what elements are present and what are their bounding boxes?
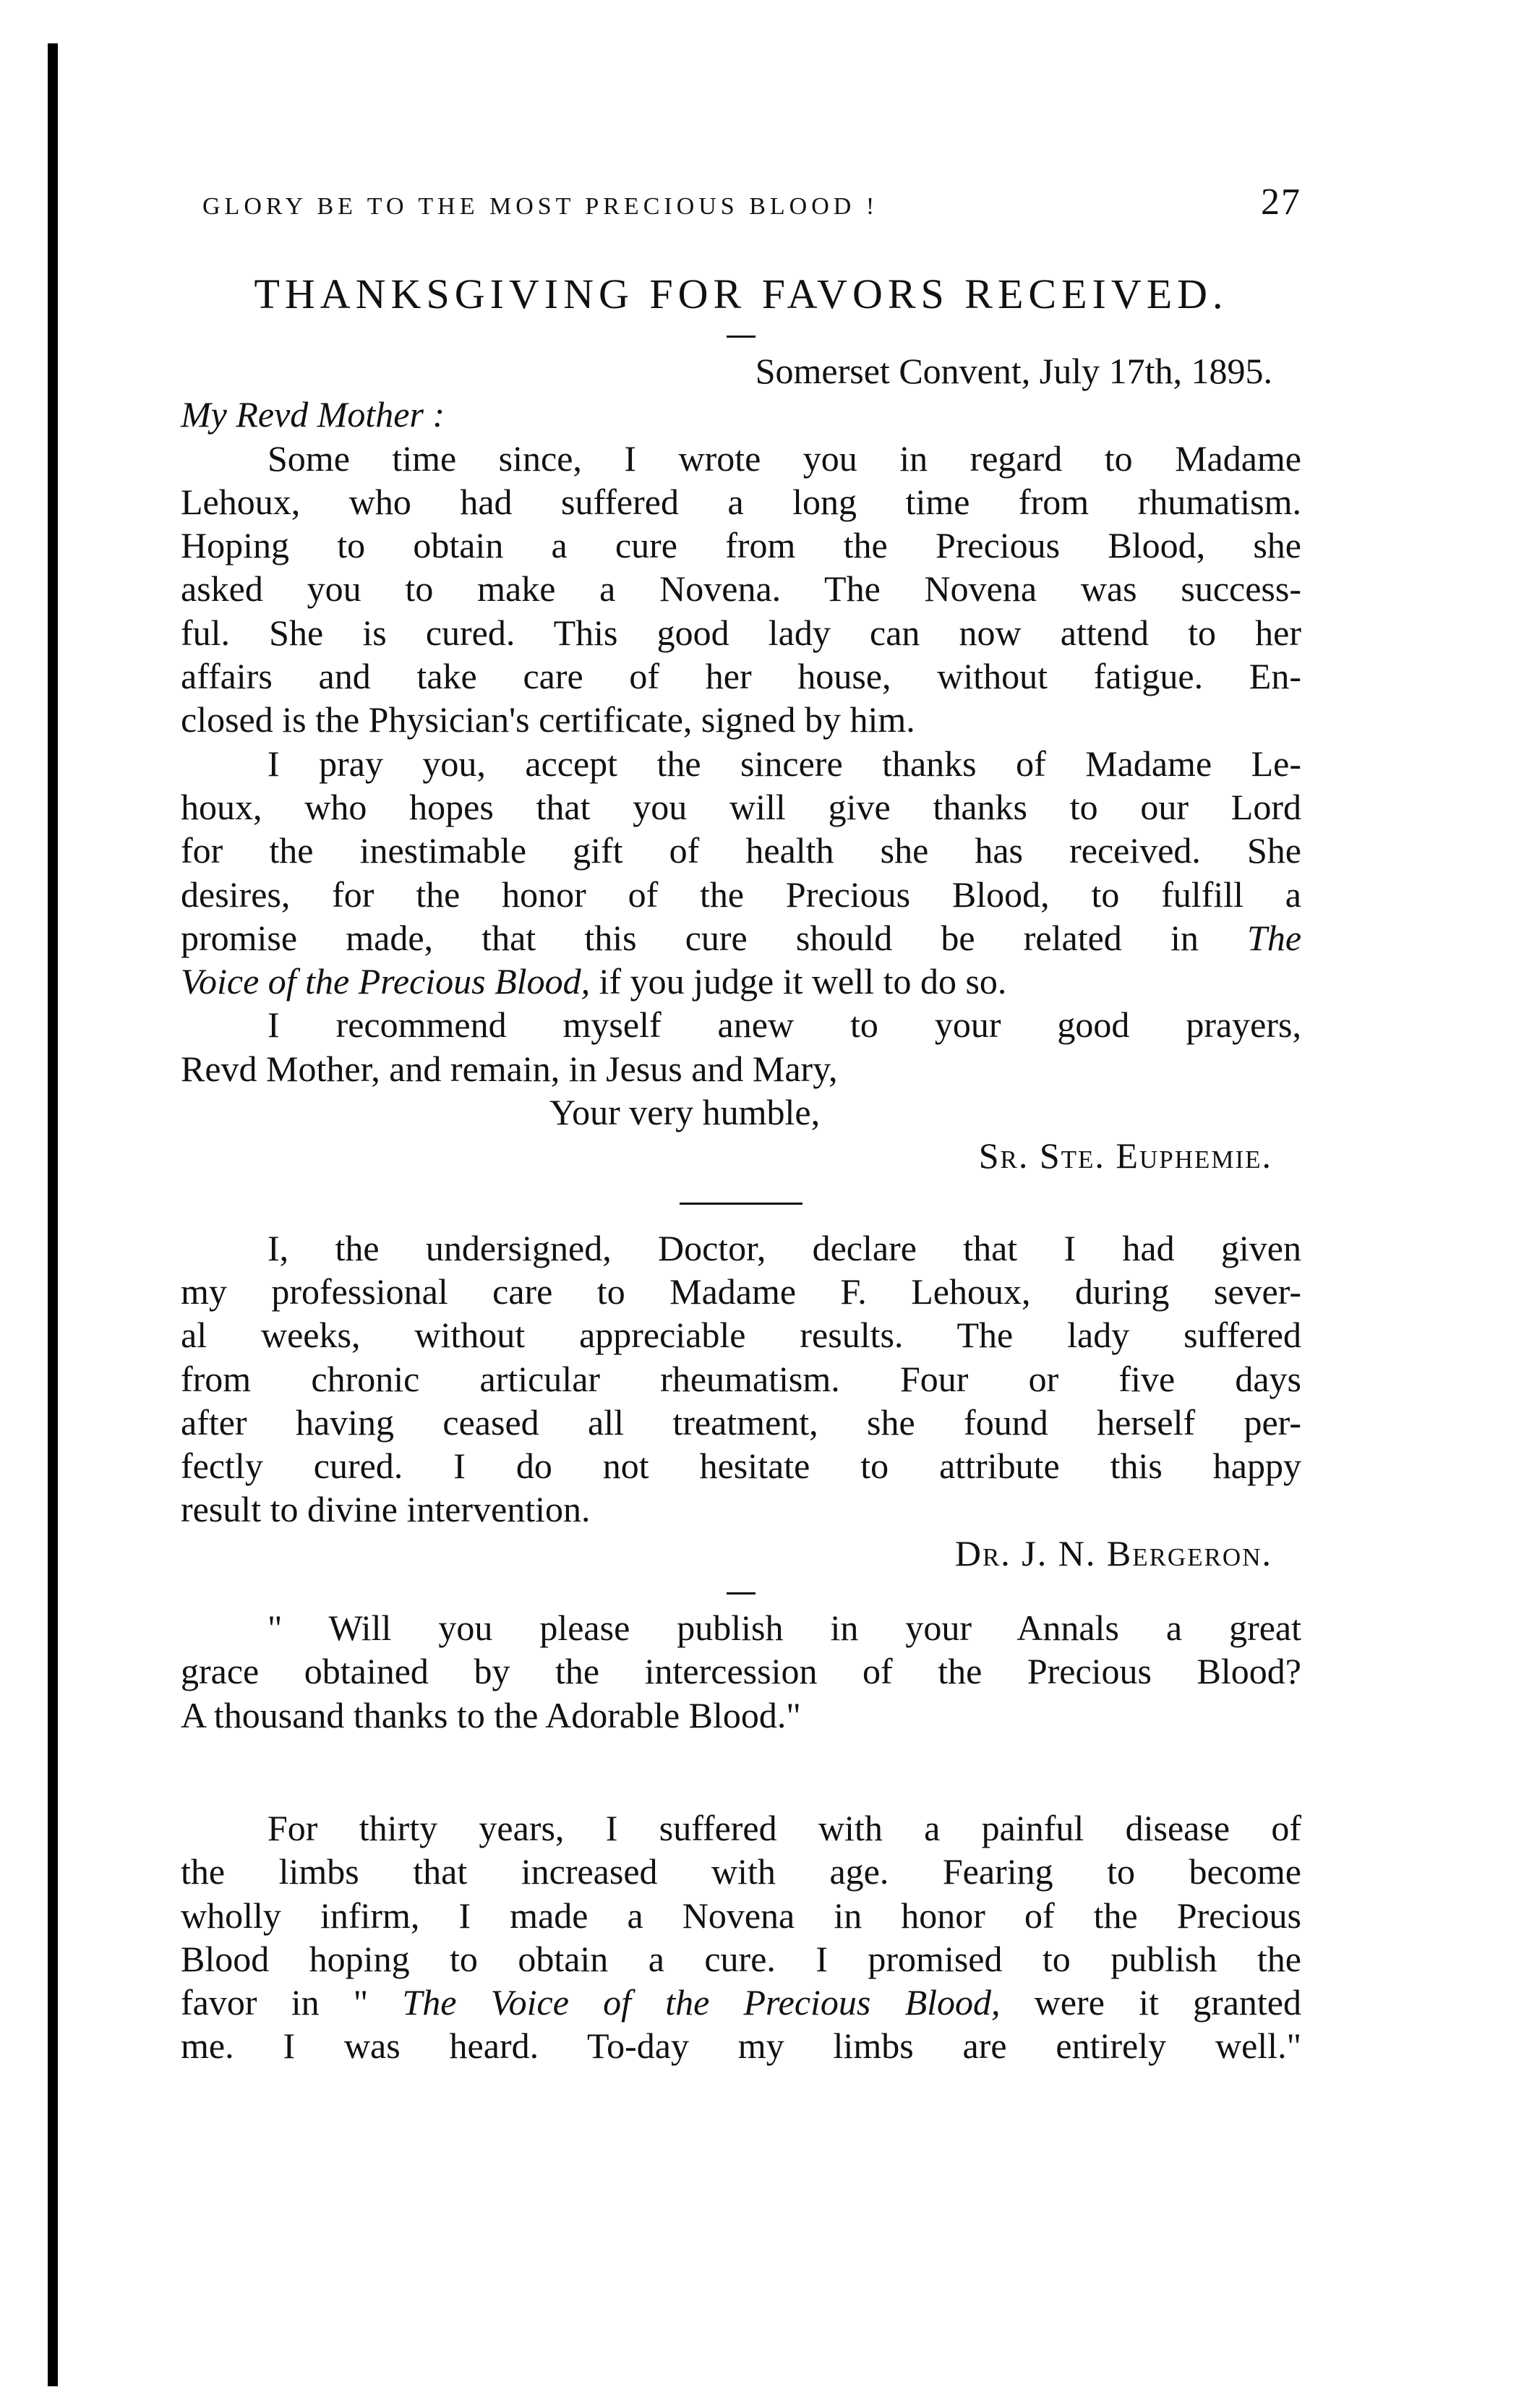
- paragraph-line: I, the undersigned, Doctor, declare that I had given: [267, 1227, 1301, 1268]
- line-text: favor in ": [181, 1982, 403, 2023]
- paragraph-line: Blood hoping to obtain a cure. I promised to publish the: [181, 1938, 1301, 1979]
- section-title: THANKSGIVING FOR FAVORS RECEIVED.: [254, 270, 1228, 317]
- paragraph-line: after having ceased all treatment, she found herself per-: [181, 1401, 1301, 1443]
- paragraph-line: result to divine intervention.: [181, 1489, 591, 1530]
- paragraph-line: affairs and take care of her house, without fatigue. En-: [181, 656, 1301, 697]
- running-head-title: GLORY BE TO THE MOST PRECIOUS BLOOD !: [202, 193, 879, 220]
- book-page: [181, 181, 1301, 2068]
- paragraph-line: al weeks, without appreciable results. The lady suffered: [181, 1315, 1301, 1356]
- paragraph-line: closed is the Physician's certificate, signed by him.: [181, 699, 915, 740]
- paragraph-line: Revd Mother, and remain, in Jesus and Mary,: [181, 1048, 838, 1089]
- title-ornament-dash: [727, 336, 755, 338]
- paragraph-line: fectly cured. I do not hesitate to attribute this happy: [181, 1446, 1301, 1487]
- paragraph-line: grace obtained by the intercession of the Precious Blood?: [181, 1651, 1301, 1692]
- salutation: My Revd Mother :: [181, 394, 445, 435]
- letter-two: [181, 1606, 1301, 1737]
- section-ornament-dash: [727, 1592, 755, 1594]
- section-gap: [181, 1737, 1301, 1806]
- paragraph-line: Lehoux, who had suffered a long time from rhumatism.: [181, 481, 1301, 522]
- italic-title-fragment: Voice of the Precious Blood,: [181, 961, 591, 1002]
- paragraph-line: my professional care to Madame F. Lehoux, during sever-: [181, 1271, 1301, 1312]
- dateline: Somerset Convent, July 17th, 1895.: [755, 351, 1272, 391]
- italic-title-fragment: The Voice of the Precious Blood,: [402, 1982, 1001, 2023]
- paragraph-line: from chronic articular rheumatism. Four or five days: [181, 1358, 1301, 1399]
- binding-edge: [48, 43, 58, 2386]
- paragraph-line: " Will you please publish in your Annals a great: [267, 1608, 1301, 1649]
- running-head: [202, 181, 1301, 223]
- paragraph-line: [181, 1981, 1301, 2024]
- paragraph-line: [181, 960, 1301, 1003]
- paragraph-line: I recommend myself anew to your good prayers,: [267, 1004, 1301, 1046]
- line-text: were it granted: [1000, 1982, 1302, 2023]
- paragraph-line: the limbs that increased with age. Fearing to become: [181, 1851, 1301, 1892]
- signature: Dr. J. N. Bergeron.: [954, 1532, 1272, 1574]
- paragraph-line: me. I was heard. To-day my limbs are entirely well.": [181, 2025, 1301, 2067]
- paragraph-line: [181, 916, 1301, 960]
- paragraph-line: A thousand thanks to the Adorable Blood.": [181, 1694, 801, 1735]
- page-number: 27: [1261, 182, 1301, 223]
- paragraph-line: Hoping to obtain a cure from the Precious Blood, she: [181, 525, 1301, 566]
- paragraph-line: I pray you, accept the sincere thanks of Madame Le-: [267, 743, 1301, 784]
- line-text: promise made, that this cure should be related in: [181, 917, 1199, 958]
- closing: Your very humble,: [549, 1092, 821, 1133]
- doctor-certificate: [181, 1226, 1301, 1575]
- section-rule: [680, 1203, 802, 1205]
- paragraph-line: for the inestimable gift of health she has received. She: [181, 830, 1301, 871]
- paragraph-line: houx, who hopes that you will give thanks to our Lord: [181, 786, 1301, 827]
- paragraph-line: ful. She is cured. This good lady can now attend to her: [181, 612, 1301, 653]
- paragraph-line: Some time since, I wrote you in regard to Madame: [267, 437, 1301, 479]
- paragraph-line: desires, for the honor of the Precious Blood, to fulfill a: [181, 874, 1301, 915]
- paragraph-line: wholly infirm, I made a Novena in honor of the Precious: [181, 1895, 1301, 1936]
- line-text: if you judge it well to do so.: [590, 961, 1007, 1002]
- letter-one: [181, 349, 1301, 1178]
- paragraph-line: For thirty years, I suffered with a painful disease of: [267, 1807, 1301, 1848]
- signature: Sr. Ste. Euphemie.: [978, 1135, 1272, 1177]
- paragraph-line: asked you to make a Novena. The Novena was success-: [181, 568, 1301, 610]
- letter-three: [181, 1806, 1301, 2068]
- italic-title-fragment: The: [1247, 917, 1302, 958]
